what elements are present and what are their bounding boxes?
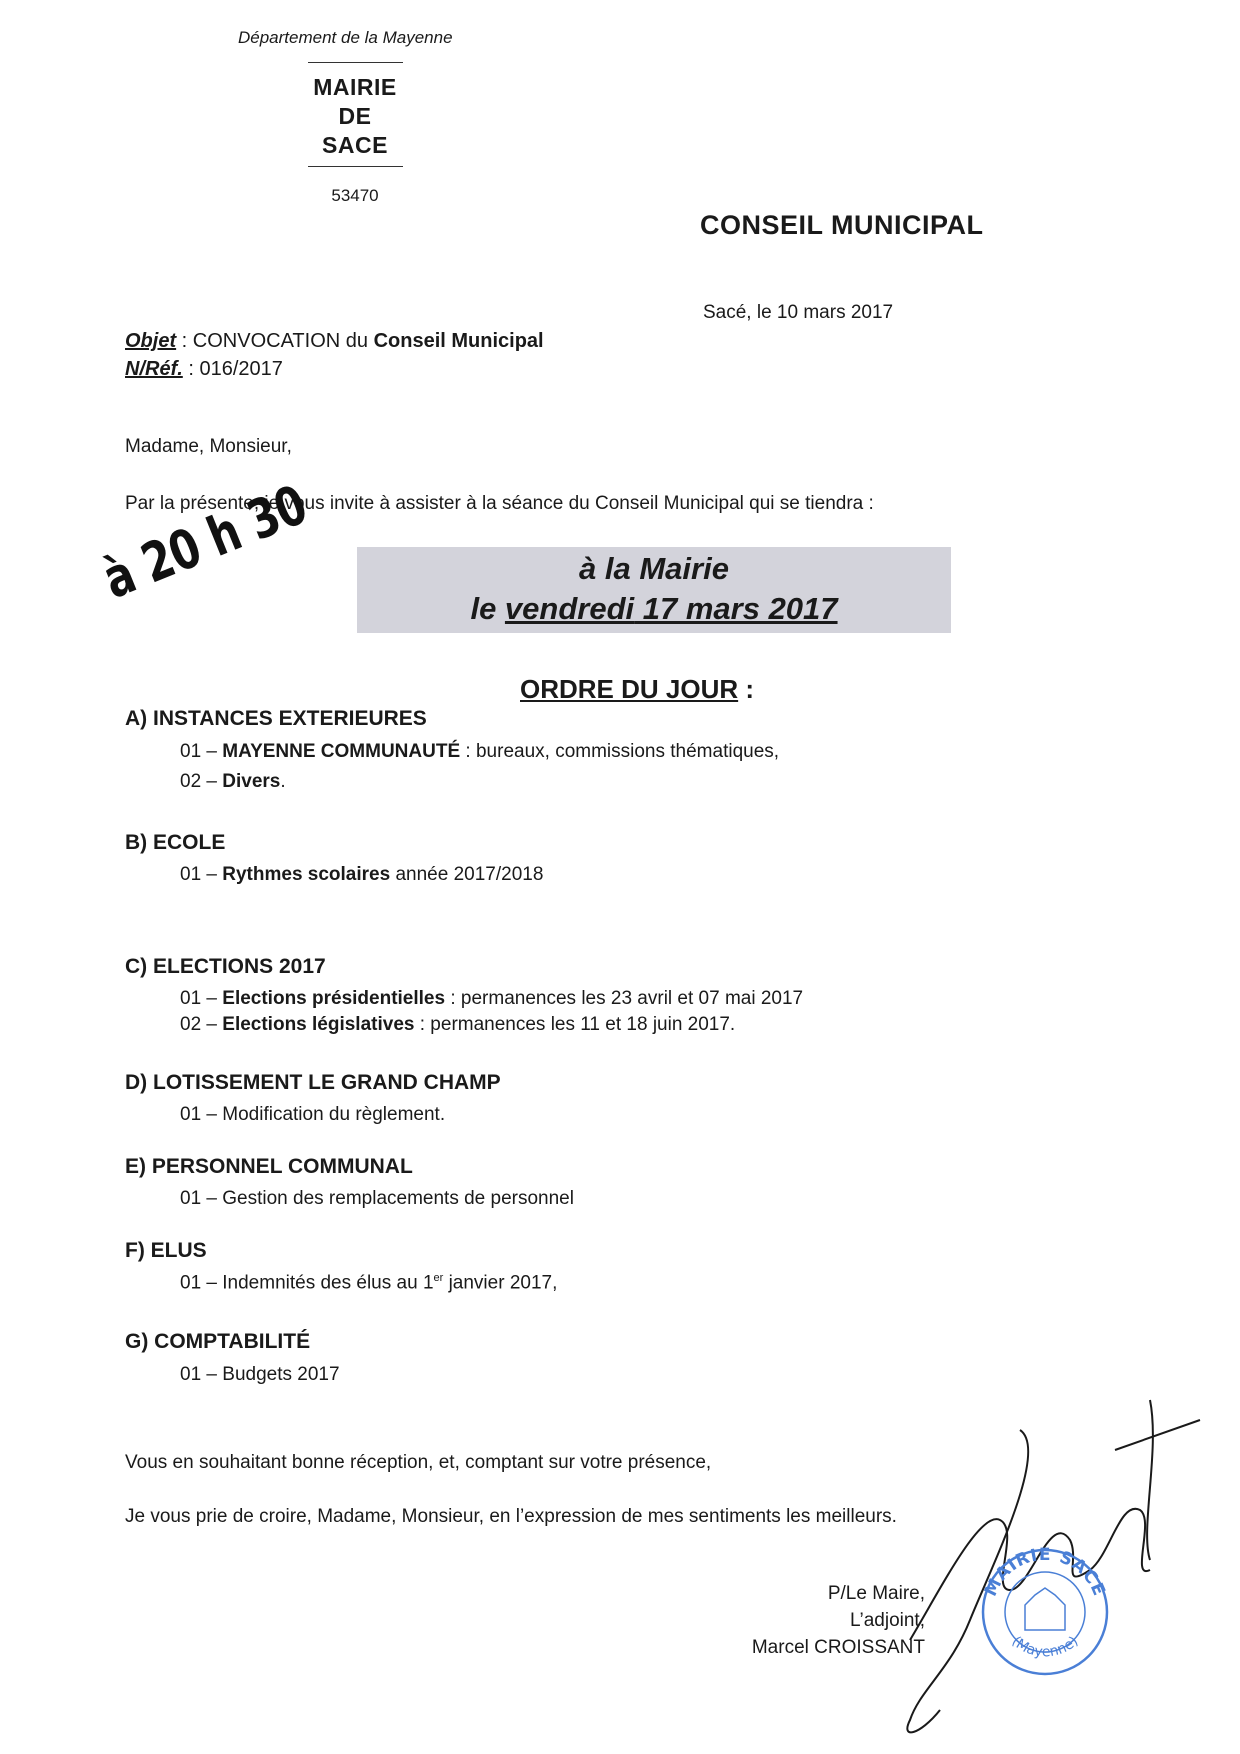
item-bold: Rythmes scolaires <box>222 864 391 885</box>
signatory-block <box>660 1580 925 1661</box>
item-number: 02 – <box>180 1014 223 1035</box>
objet-line <box>125 327 544 355</box>
ref-value: : 016/2017 <box>182 358 283 380</box>
agenda-item <box>180 864 543 886</box>
section-heading: D) LOTISSEMENT LE GRAND CHAMP <box>125 1071 501 1094</box>
ref-line <box>125 355 544 383</box>
item-number: 01 – <box>180 864 223 885</box>
objet-label: Objet <box>125 330 177 352</box>
agenda-title <box>520 674 754 705</box>
objet-sep: : <box>176 330 193 352</box>
agenda-title-suffix: : <box>738 674 755 704</box>
section-heading: F) ELUS <box>125 1239 207 1262</box>
agenda-item <box>180 1104 445 1126</box>
item-text: Modification du règlement. <box>222 1104 446 1125</box>
item-text: Budgets 2017 <box>222 1364 340 1385</box>
document-title: CONSEIL MUNICIPAL <box>700 210 984 240</box>
item-bold: Divers <box>222 771 281 792</box>
svg-text:(Mayenne) <box>1008 1633 1081 1660</box>
stamp-bottom-text: (Mayenne) <box>1008 1633 1082 1661</box>
postal-code: 53470 <box>331 186 379 205</box>
item-number: 01 – <box>180 988 223 1009</box>
agenda-item <box>180 988 803 1010</box>
mairie-block <box>300 62 410 167</box>
item-bold: Elections législatives <box>222 1014 415 1035</box>
mairie-line-3: SACE <box>322 132 388 158</box>
agenda-item <box>180 741 779 763</box>
agenda-item <box>180 1272 557 1294</box>
item-number: 01 – <box>180 741 223 762</box>
section-heading: E) PERSONNEL COMMUNAL <box>125 1155 413 1178</box>
item-text-end: janvier 2017, <box>443 1272 558 1294</box>
signatory-line-2: L’adjoint, <box>849 1610 925 1631</box>
item-text: : permanences les 11 et 18 juin 2017. <box>414 1014 736 1035</box>
item-text: Indemnités des élus au 1 <box>222 1272 434 1294</box>
section-heading: A) INSTANCES EXTERIEURES <box>125 707 427 730</box>
date-line: Sacé, le 10 mars 2017 <box>703 302 894 323</box>
intro-text: Par la présente, je vous invite à assister à la séance du Conseil Municipal qui se tiendra : <box>125 493 874 514</box>
meeting-date <box>357 589 951 629</box>
item-text: . <box>280 771 286 792</box>
section-heading: G) COMPTABILITÉ <box>125 1330 311 1353</box>
objet-text: CONVOCATION du <box>192 330 374 352</box>
item-number: 01 – <box>180 1104 223 1125</box>
section-heading: C) ELECTIONS 2017 <box>125 955 326 978</box>
item-number: 02 – <box>180 771 223 792</box>
mairie-line-2: DE <box>338 103 372 129</box>
meeting-day: vendredi <box>504 591 635 626</box>
objet-text-bold: Conseil Municipal <box>373 330 544 352</box>
town-hall-icon <box>1025 1588 1065 1630</box>
meeting-place: à la Mairie <box>579 551 729 586</box>
meeting-time: à 20 h 30 <box>94 472 316 611</box>
divider <box>308 166 403 167</box>
department-label: Département de la Mayenne <box>238 28 453 47</box>
item-text: : bureaux, commissions thématiques, <box>460 741 780 762</box>
item-number: 01 – <box>180 1364 223 1385</box>
objet-block <box>125 327 544 383</box>
agenda-item <box>180 1014 735 1036</box>
ref-label: N/Réf. <box>125 358 183 380</box>
mairie-name <box>300 63 410 166</box>
meeting-box <box>357 547 951 633</box>
mairie-line-1: MAIRIE <box>313 74 397 100</box>
item-number: 01 – <box>180 1188 223 1209</box>
item-text: Gestion des remplacements de personnel <box>222 1188 574 1209</box>
item-bold: MAYENNE COMMUNAUTÉ <box>222 741 461 762</box>
item-number: 01 – <box>180 1272 223 1294</box>
agenda-item <box>180 1188 574 1210</box>
signatory-line-1: P/Le Maire, <box>827 1583 925 1604</box>
closing-line-2: Je vous prie de croire, Madame, Monsieur, en l’expression de mes sentiments les meilleurs. <box>125 1506 897 1527</box>
stamp-top-text: MAIRIE SACE <box>980 1544 1110 1600</box>
greeting: Madame, Monsieur, <box>125 436 292 457</box>
closing-line-1: Vous en souhaitant bonne réception, et, comptant sur votre présence, <box>125 1452 712 1473</box>
item-superscript: er <box>433 1272 444 1284</box>
item-text: année 2017/2018 <box>390 864 544 885</box>
section-heading: B) ECOLE <box>125 831 226 854</box>
meeting-day-prefix: le <box>470 591 505 626</box>
item-text: : permanences les 23 avril et 07 mai 2017 <box>445 988 804 1009</box>
item-bold: Elections présidentielles <box>222 988 446 1009</box>
agenda-title-text: ORDRE DU JOUR <box>520 674 739 704</box>
signatory-line-3: Marcel CROISSANT <box>751 1637 925 1658</box>
agenda-item <box>180 771 286 793</box>
mairie-stamp <box>975 1540 1115 1680</box>
meeting-date-value: 17 mars 2017 <box>634 591 838 626</box>
agenda-item <box>180 1364 340 1386</box>
